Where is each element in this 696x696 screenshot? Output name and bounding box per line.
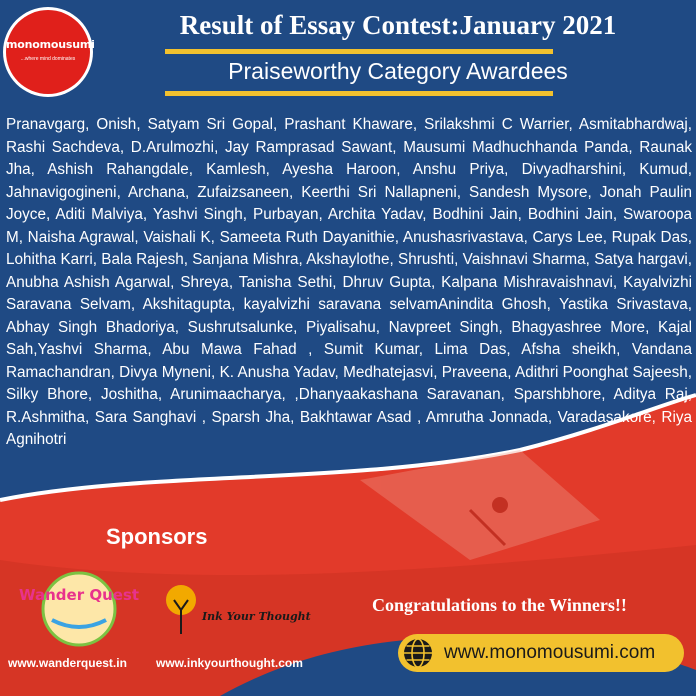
- category-title: Praiseworthy Category Awardees: [228, 58, 568, 84]
- page-title: Result of Essay Contest:January 2021: [179, 10, 617, 40]
- divider-top: [165, 49, 553, 54]
- monomousumi-logo: [6, 10, 95, 94]
- svg-text:Wander Quest: Wander Quest: [18, 586, 140, 604]
- ink-your-thought-logo: [156, 578, 311, 640]
- wander-quest-logo: [18, 568, 140, 650]
- website-url: www.monomousumi.com: [444, 642, 656, 663]
- awardee-list: Pranavgarg, Onish, Satyam Sri Gopal, Prashant Khaware, Srilakshmi C Warrier, Asmitabhardwaj, Rashi Sachdeva, D.Arulmozhi, Jay Ramprasad Sawant, Mausumi Madhuchhanda Panda, Raunak Jha, Ashish Rahangdale, Kamlesh, Ayesha Haroon, Anshu Priya, Divyadharshini, Kumud, Jahnavigogineni, Archana, Zufaizsaneen, Keerthi Sri Nallapneni, Sandesh Mysore, Jonah Paulin Joyce, Aditi Malviya, Yashvi Singh, Purbayan, Archita Yadav, Bodhini Jain, Bodhini Jain, Swaroopa M, Naisha Agrawal, Vaishali K, Sameeta Ruth Dayanithie, Anushasrivastava, Carys Lee, Rupak Das, Lohitha Karri, Bala Rajesh, Sanjana Mishra, Akshaylothe, Shrushti, Vaishnavi Sharma, Satya hargavi, Anubha Ashish Agarwal, Shreya, Tanisha Sethi, Dhruv Gupta, Kalpana Mishravaishnavi, Kayalvizhi Saravana Selvam, Akshitagupta, kayalvizhi saravana selvamAnindita Ghosh, Yastika Srivastava, Abhay Singh Bhadoriya, Sushrutsalunke, Piyalisahu, Navpreet Singh, Bhagyashree More, Kajal Sah,Yashvi Sharma, Abu Mawa Fahad , Sumit Kumar, Lima Das, Afsha sheikh, Vandana Ramachandran, Divya Myneni, K. Anusha Yadav, Medhatejasvi, Praveena, Adithri Poonghat Sajeesh, Silky Bhore, Joshitha, Arunimaacharya, ,Dhanyaakashana Saravanan, Sparshbhore, Aditya Raj, R.Ashmitha, Sara Sanghavi , Sparsh Jha, Bakhtawar Asad , Amrutha Jonnada, Varadasakore, Riya Agnihotri: [6, 116, 692, 448]
- congratulations-text: Congratulations to the Winners!!: [372, 595, 627, 615]
- divider-bottom: [165, 91, 553, 96]
- logo-tagline: ...where mind dominates: [20, 56, 76, 62]
- website-link[interactable]: [398, 634, 684, 672]
- inkyourthought-link[interactable]: www.inkyourthought.com: [156, 656, 303, 670]
- wanderquest-link[interactable]: www.wanderquest.in: [8, 656, 127, 670]
- sponsors-heading: Sponsors: [106, 524, 208, 549]
- logo-name: monomousumi: [6, 38, 95, 51]
- globe-icon: [402, 637, 434, 669]
- svg-text:Ink Your Thought: Ink Your Thought: [202, 610, 311, 623]
